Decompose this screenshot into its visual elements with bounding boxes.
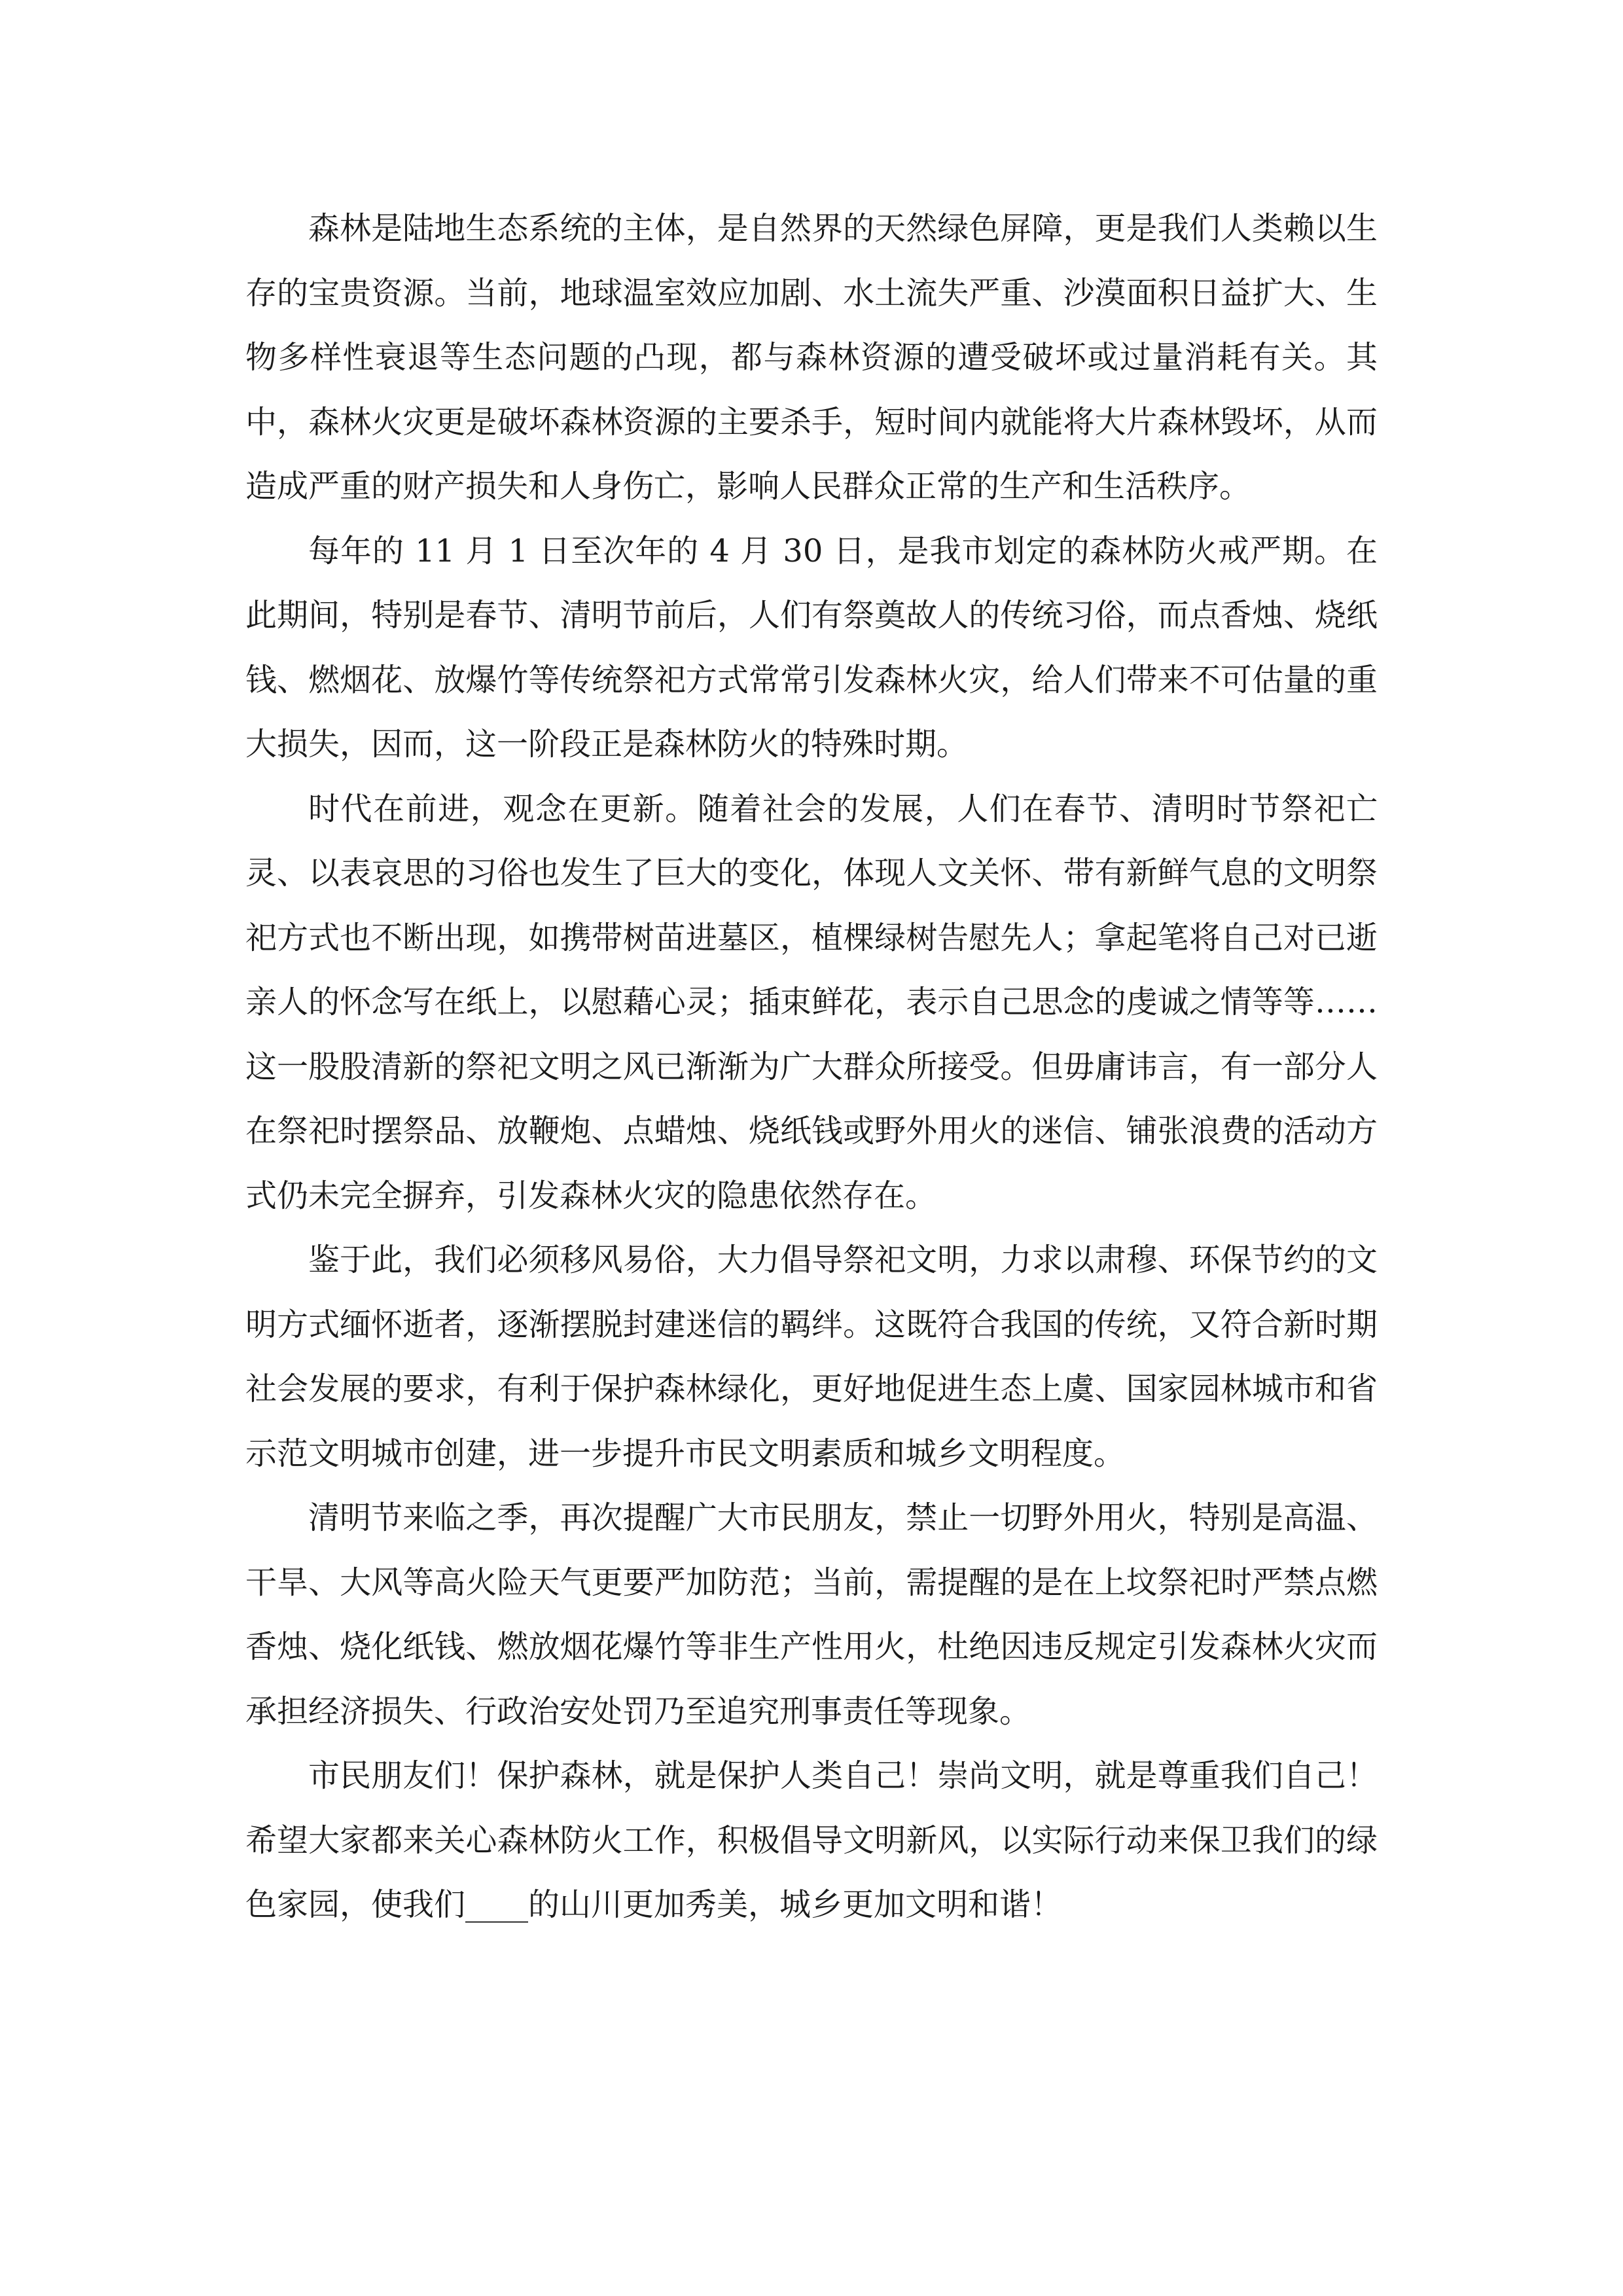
paragraph-qingming-reminder: 清明节来临之季，再次提醒广大市民朋友，禁止一切野外用火，特别是高温、干旱、大风等高火险天气更要严加防范；当前，需提醒的是在上坟祭祀时严禁点燃香烛、烧化纸钱、燃放烟花爆竹等非生产性用火，杜绝因违反规定引发森林火灾而承担经济损失、行政治安处罚乃至追究刑事责任等现象。 <box>245 1499 1378 1730</box>
paragraph-fire-prevention-period: 每年的 11 月 1 日至次年的 4 月 30 日，是我市划定的森林防火戒严期。在此期间，特别是春节、清明节前后，人们有祭奠故人的传统习俗，而点香烛、烧纸钱、燃烟花、放爆竹等传统祭祀方式常常引发森林火灾，给人们带来不可估量的重大损失，因而，这一阶段正是森林防火的特殊时期。 <box>245 532 1378 762</box>
paragraph-forest-importance: 森林是陆地生态系统的主体，是自然界的天然绿色屏障，更是我们人类赖以生存的宝贵资源。当前，地球温室效应加剧、水土流失严重、沙漠面积日益扩大、生物多样性衰退等生态问题的凸现，都与森林资源的遭受破坏或过量消耗有关。其中，森林火灾更是破坏森林资源的主要杀手，短时间内就能将大片森林毁坏，从而造成严重的财产损失和人身伤亡，影响人民群众正常的生产和生活秩序。 <box>245 210 1378 505</box>
paragraph-closing-appeal: 市民朋友们！保护森林，就是保护人类自己！崇尚文明，就是尊重我们自己！希望大家都来关心森林防火工作，积极倡导文明新风，以实际行动来保卫我们的绿色家园，使我们____的山川更加秀美，城乡更加文明和谐！ <box>245 1757 1378 1923</box>
document-page <box>245 196 1378 1937</box>
paragraph-change-customs: 鉴于此，我们必须移风易俗，大力倡导祭祀文明，力求以肃穆、环保节约的文明方式缅怀逝者，逐渐摆脱封建迷信的羁绊。这既符合我国的传统，又符合新时期社会发展的要求，有利于保护森林绿化，更好地促进生态上虞、国家园林城市和省示范文明城市创建，进一步提升市民文明素质和城乡文明程度。 <box>245 1242 1378 1472</box>
paragraph-civilized-worship: 时代在前进，观念在更新。随着社会的发展，人们在春节、清明时节祭祀亡灵、以表哀思的习俗也发生了巨大的变化，体现人文关怀、带有新鲜气息的文明祭祀方式也不断出现，如携带树苗进墓区，植棵绿树告慰先人；拿起笔将自己对已逝亲人的怀念写在纸上，以慰藉心灵；插束鲜花，表示自己思念的虔诚之情等等……这一股股清新的祭祀文明之风已渐渐为广大群众所接受。但毋庸讳言，有一部分人在祭祀时摆祭品、放鞭炮、点蜡烛、烧纸钱或野外用火的迷信、铺张浪费的活动方式仍未完全摒弃，引发森林火灾的隐患依然存在。 <box>245 790 1378 1214</box>
